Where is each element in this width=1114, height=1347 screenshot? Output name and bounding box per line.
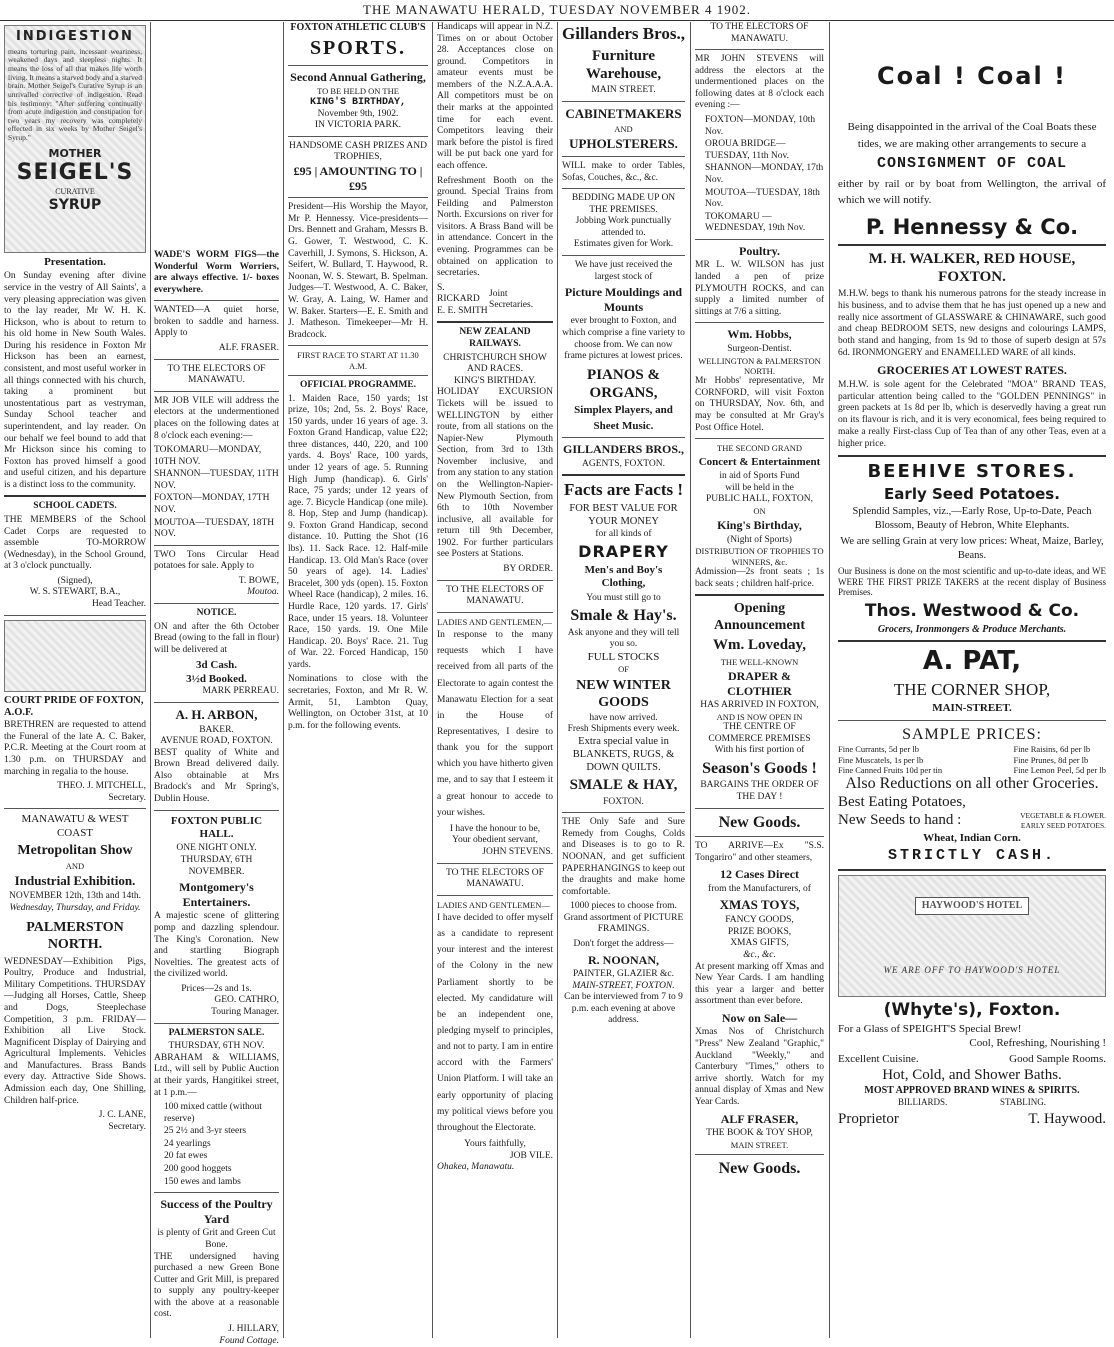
gillanders-agents-name: GILLANDERS BROS., bbox=[562, 442, 685, 457]
hall-date: THURSDAY, 6TH NOVEMBER. bbox=[180, 855, 253, 877]
court-signature-title: Secretary. bbox=[108, 792, 146, 803]
clothing: Men's and Boy's Clothing, bbox=[584, 563, 663, 590]
divider bbox=[562, 255, 685, 256]
list-item: FOXTON—MONDAY, 17TH NOV. bbox=[154, 493, 270, 515]
railways-text: HOLIDAY EXCURSION Tickets will be issued to WELLINGTON by either route, from all stations on the Napier-New Plymouth Section, from 3rd to 13th November inclusive, and from any station to any station on the Wellington-Napier-New Plymouth Section, from 6th to 10th November inclusive, all available for return till 9th December, 1902. For further particulars see Posters at Stations. bbox=[437, 387, 553, 560]
hobbs-title: Surgeon-Dentist. bbox=[727, 343, 792, 354]
prizes: HANDSOME CASH PRIZES AND TROPHIES, bbox=[288, 140, 428, 163]
divider bbox=[437, 863, 553, 864]
electors-heading: TO THE ELECTORS OF MANAWATU. bbox=[167, 363, 266, 386]
list-item: 150 ewes and lambs bbox=[164, 1176, 241, 1187]
divider bbox=[695, 438, 824, 439]
show-title: Metropolitan Show bbox=[17, 843, 133, 859]
noonan-name: R. NOONAN, bbox=[588, 952, 659, 967]
arbon-trade: BAKER. bbox=[199, 724, 234, 735]
railways-kings-birthday: KING'S BIRTHDAY. bbox=[454, 375, 536, 386]
divider bbox=[4, 808, 146, 809]
poultry-yard-subheading: is plenty of Grit and Green Cut Bone. bbox=[157, 1228, 276, 1250]
coal-text-2: either by rail or by boat from Wellington, the arrival of which we will notify. bbox=[838, 177, 1106, 207]
show-signature-title: Secretary. bbox=[108, 1121, 146, 1132]
divider bbox=[154, 1192, 279, 1193]
column-5 bbox=[558, 22, 689, 1338]
divider bbox=[695, 49, 824, 50]
bargains: BARGAINS THE ORDER OF THE DAY ! bbox=[700, 780, 819, 802]
selling-grain: We are selling Grain at very low prices: Wheat, Maize, Barley, Beans. bbox=[840, 536, 1104, 562]
divider bbox=[437, 895, 553, 896]
electors-heading: TO THE ELECTORS OF MANAWATU. bbox=[710, 22, 809, 44]
cadets-signature-name: W. S. STEWART, B.A., bbox=[29, 587, 121, 598]
opening-heading: Opening Announcement bbox=[713, 601, 805, 634]
jobbing: Jobbing Work punctually attended to. bbox=[575, 216, 672, 238]
stevens-address-text: In response to the many requests which I have received from all parts of the Electorate to again contest the Manawatu Election for a seat in the House of Representatives, I desire to thank you for the support which you have hitherto given me, and to say that I esteem it a great honour to accede to your wishes. bbox=[437, 630, 553, 818]
list-item: 200 good hoggets bbox=[164, 1164, 232, 1174]
poultry-text: MR L. W. WILSON has just landed a pen of prize PLYMOUTH ROCKS, and can supply a limited number of sittings at 7/6 a sitting. bbox=[695, 260, 824, 317]
stevens-signature: JOHN STEVENS. bbox=[482, 846, 553, 857]
seigel-advertisement bbox=[4, 25, 146, 253]
sale-list bbox=[154, 1102, 279, 1188]
arbon-address: AVENUE ROAD, FOXTON. bbox=[160, 736, 273, 747]
excellent-cuisine: Excellent Cuisine. bbox=[838, 1052, 919, 1065]
first-race: FIRST RACE TO START AT 11.30 A.M. bbox=[297, 350, 419, 371]
hall-heading: FOXTON PUBLIC HALL. bbox=[170, 814, 263, 841]
sample-rooms: Good Sample Rooms. bbox=[1009, 1052, 1106, 1065]
concert-line-3: in aid of Sports Fund bbox=[719, 470, 800, 481]
divider bbox=[154, 300, 279, 301]
strictly-cash: STRICTLY CASH. bbox=[887, 847, 1057, 865]
wanted-signature: ALF. FRASER. bbox=[218, 343, 279, 354]
divider bbox=[288, 197, 428, 198]
hall-subheading: ONE NIGHT ONLY. bbox=[176, 843, 257, 854]
divider bbox=[838, 869, 1106, 871]
hennessy-name: P. Hennessy & Co. bbox=[865, 214, 1079, 239]
mouldings-text: ever brought to Foxton, and which comprise a fine variety to choose from. We can now frame pictures at lowest prices. bbox=[562, 316, 685, 362]
new-goods-footer: New Goods. bbox=[718, 1160, 801, 1178]
divider bbox=[695, 594, 824, 596]
noonan-trade: PAINTER, GLAZIER &c. bbox=[573, 969, 674, 980]
concert-line-6: ON bbox=[753, 505, 766, 516]
greeting: LADIES AND GENTLEMEN,— bbox=[437, 616, 552, 627]
divider bbox=[154, 603, 279, 604]
wines-spirits: MOST APPROVED BRAND WINES & SPIRITS. bbox=[864, 1084, 1080, 1096]
divider bbox=[154, 359, 279, 360]
arbon-text: BEST quality of White and Brown Bread delivered daily. Also obtainable at Mrs Bradock's and Mr Spring's, Dublin House. bbox=[154, 747, 279, 805]
honour: I have the honour to be, bbox=[449, 823, 541, 834]
seigel-curative: CURATIVE bbox=[55, 186, 95, 196]
cadets-heading: SCHOOL CADETS. bbox=[33, 501, 117, 512]
show-days: Wednesday, Thursday, and Friday. bbox=[9, 902, 141, 913]
gillanders-warehouse: Furniture Warehouse, bbox=[585, 47, 662, 83]
ask-anyone: Ask anyone and they will tell you so. bbox=[567, 627, 680, 650]
all-kinds: for all kinds of bbox=[595, 528, 652, 539]
concert-line-1: THE SECOND GRAND bbox=[717, 443, 802, 454]
fraser-name: ALF FRASER, bbox=[720, 1111, 799, 1126]
column-6 bbox=[691, 22, 828, 1338]
show-exhibition: Industrial Exhibition. bbox=[14, 873, 136, 889]
divider bbox=[562, 437, 685, 438]
centre-premises: THE CENTRE OF COMMERCE PREMISES bbox=[708, 722, 811, 744]
seigel-name: SEIGEL'S bbox=[16, 160, 134, 186]
new-seeds: New Seeds to hand : bbox=[838, 812, 962, 829]
whytes-foxton: (Whyte's), Foxton. bbox=[883, 1000, 1061, 1021]
list-item: SHANNON—TUESDAY, 11TH NOV. bbox=[154, 469, 279, 491]
foxton: FOXTON. bbox=[603, 796, 644, 807]
prize-books: PRIZE BOOKS, bbox=[727, 926, 792, 937]
masthead: THE MANAWATU HERALD, TUESDAY NOVEMBER 4 1902. bbox=[0, 0, 1114, 21]
list-item: MOUTOA—TUESDAY, 18th Nov. bbox=[705, 187, 820, 210]
poultry-yard-signature-place: Found Cottage. bbox=[219, 1335, 279, 1346]
blankets: Extra special value in BLANKETS, RUGS, & DOWN QUILTS. bbox=[572, 735, 675, 773]
divider bbox=[437, 580, 553, 581]
xmas-toys: XMAS TOYS, bbox=[719, 897, 800, 913]
divider bbox=[562, 474, 685, 476]
divider bbox=[695, 808, 824, 809]
divider bbox=[154, 545, 279, 546]
divider bbox=[437, 321, 553, 323]
indigestion-title: INDIGESTION bbox=[16, 29, 134, 44]
fraser-shop: THE BOOK & TOY SHOP, bbox=[706, 1128, 813, 1139]
secretaries-title: Joint Secretaries. bbox=[489, 288, 534, 311]
full-stocks: FULL STOCKS bbox=[587, 650, 660, 663]
present-text: At present marking off Xmas and New Year Cards. I am handling this year a larger and better assortment than ever before. bbox=[695, 961, 824, 1007]
hall-title: Montgomery's Entertainers. bbox=[179, 880, 254, 909]
coal-text: Being disappointed in the arrival of the Coal Boats these tides, we are making other arrangements to secure a bbox=[847, 121, 1097, 150]
have-arrived: have now arrived. bbox=[589, 712, 658, 723]
vile-signature: JOB VILE. bbox=[509, 1150, 553, 1161]
vile-meetings-text: MR JOB VILE will address the electors at the undermentioned places on the following dates at 8 o'clock each evening:— bbox=[154, 395, 279, 441]
pianos: PIANOS & ORGANS, bbox=[587, 366, 660, 402]
list-item: TOKOMARU — WEDNESDAY, 19th Nov. bbox=[705, 211, 806, 234]
wanted-advert: WANTED—A quiet horse, broken to saddle and harness. Apply to bbox=[154, 305, 279, 339]
off-to-haywoods: WE ARE OFF TO HAYWOOD'S HOTEL bbox=[883, 964, 1061, 975]
cadets-signature-title: Head Teacher. bbox=[91, 599, 146, 610]
groceries-heading: GROCERIES AT LOWEST RATES. bbox=[877, 363, 1067, 378]
officials-list: President—His Worship the Mayor, Mr P. Hennessy. Vice-presidents—Drs. Bennett and Graham, Messrs B. G. Gower, T. Westwood, C. K. Caverhill, J. Symons, S. Hickson, A. Seifert, W. Bullard, T. Haywood, R. Noonan, W. S. Stewart, B. Spelman. Judges—T. Westwood, A. C. Baker, W. Gray, A. Laing, W. Hamer and W. Baker. Starters—E. E. Smith and J. Matheson. Timekeeper—Mr H. Bradcock. bbox=[288, 202, 428, 340]
potatoes-signature: T. BOWE, bbox=[238, 575, 279, 586]
cadets-signature: (Signed), bbox=[57, 575, 93, 586]
new-seeds-kinds: VEGETABLE & FLOWER. EARLY SEED POTATOES. bbox=[1020, 811, 1106, 830]
railways-heading: NEW ZEALAND RAILWAYS. bbox=[459, 327, 531, 350]
corner-shop: THE CORNER SHOP, bbox=[893, 679, 1051, 699]
xmas-gifts: XMAS GIFTS, bbox=[730, 938, 789, 949]
price-item: Fine Currants, 5d per lb bbox=[838, 744, 919, 755]
divider bbox=[838, 720, 1106, 721]
now-on-sale: Now on Sale— bbox=[721, 1010, 798, 1025]
show-signature: J. C. LANE, bbox=[98, 1110, 146, 1121]
poultry-yard-heading: Success of the Poultry Yard bbox=[160, 1197, 273, 1226]
arbon-name: A. H. ARBON, bbox=[175, 706, 258, 722]
hall-signature-title: Touring Manager. bbox=[211, 1007, 279, 1018]
sale-text: ABRAHAM & WILLIAMS, Ltd., will sell by Public Auction at their yards, Hangitikei street, at 1 p.m.— bbox=[154, 1052, 279, 1098]
divider bbox=[695, 836, 824, 837]
fresh-shipments: Fresh Shipments every week. bbox=[567, 724, 680, 735]
fraser-street: MAIN STREET. bbox=[730, 1139, 789, 1150]
gillanders-street: MAIN STREET. bbox=[591, 85, 656, 96]
early-potatoes: Early Seed Potatoes. bbox=[884, 484, 1060, 503]
programme-text: 1. Maiden Race, 150 yards; 1st prize, 10s; 2nd, 5s. 2. Boys' Race, 150 yards, under 16 years of age. 3. Foxton Grand Handicap, value £22; three distances, 440, 220, and 100 yards. 4. Boys' Race, 100 yards, under 12 years of age. 5. Running High Jump (handicap). 6. Girls' Race, 75 yards; under 12 years of age. 7. Bicycle Handicap (one mile). 8. Hop, Step and Jump (handicap). 9. Foxton Grand Handicap, second distance. 10. Putting the Shot (16 lbs). 11. Sack Race. 12. Half-mile Handicap. 13. Old Man's Race (over 50 years of age). 14. Ladies' Bracelet, 300 yds (open). 15. Foxton Wheel Race (handicap), 2 miles. 16. Hurdle Race, 120 yards. 17. Girls' Race, under 15 years. 18. Volunteer Race, 150 yards. 19. One Mile Handicap. 20. Boys' Race. 21. Tug of War. 22. Forced Handicap, 150 yards. bbox=[288, 393, 428, 670]
remedy-text: THE Only Safe and Sure Remedy from Coughs, Colds and Diseases is to go to R. NOONAN, and get sufficient PAPERHANGINGS to keep out the draughts and make home comfortable. bbox=[562, 817, 685, 897]
cadets-text: THE MEMBERS of the School Cadet Corps are requested to assemble TO-MORROW (Wednesday), in the School Ground, at 3 o'clock punctually. bbox=[4, 514, 146, 572]
potatoes-advert: TWO Tons Circular Head potatoes for sale. Apply to bbox=[154, 549, 279, 572]
smale-hay-foxton: SMALE & HAY, bbox=[569, 777, 678, 794]
column-4 bbox=[433, 22, 557, 1338]
business-text: Our Business is done on the most scientific and up-to-date ideas, and WE WERE THE FIRST PRIZE TAKERS at the recent display of Business Premises. bbox=[838, 565, 1106, 598]
divider bbox=[562, 812, 685, 813]
club-heading: FOXTON ATHLETIC CLUB'S bbox=[290, 22, 426, 33]
handicaps-text: Handicaps will appear in N.Z. Times on or about October 28. Acceptances close on ground. Competitors in amateur events must be members of the N.Z.A.A.A. All competitors must be on their marks at the appointed time for each event. Competitors leaving their mark before the pistol is fired will be put back one yard for each offence. bbox=[437, 22, 553, 171]
held-on: TO BE HELD ON THE bbox=[317, 86, 399, 97]
concert-line-8: (Night of Sports) bbox=[727, 534, 792, 545]
divider bbox=[695, 322, 824, 323]
divider bbox=[838, 455, 1106, 457]
prize-amount: £95 | AMOUNTING TO | £95 bbox=[293, 164, 423, 193]
electors-heading: TO THE ELECTORS OF MANAWATU. bbox=[446, 584, 544, 607]
pat-name: A. PAT, bbox=[922, 646, 1022, 677]
etc: &c., &c. bbox=[743, 949, 776, 960]
cool-refreshing: Cool, Refreshing, Nourishing ! bbox=[969, 1036, 1106, 1049]
column-3 bbox=[284, 22, 432, 1338]
moa-text: M.H.W. is sole agent for the Celebrated "MOA" BRAND TEAS, particular attention being called to the "GOLDEN PENNINGS" in green packets at 1s 8d per lb, which is deservedly having a great run on its flavour is rich, and it is very economical, fees being required to make a really First-class Cup of Tea than of any other Teas, even at a higher price. bbox=[838, 379, 1106, 450]
foresters-emblem bbox=[4, 620, 146, 692]
column-2 bbox=[150, 22, 283, 1346]
best-value: FOR BEST VALUE FOR YOUR MONEY bbox=[569, 503, 678, 527]
upholsterers: UPHOLSTERERS. bbox=[569, 136, 678, 152]
divider bbox=[154, 391, 279, 392]
pat-street: MAIN-STREET. bbox=[932, 702, 1012, 715]
list-item: 20 fat ewes bbox=[164, 1151, 208, 1162]
list-item: FOXTON—MONDAY, 10th Nov. bbox=[705, 115, 816, 137]
divider bbox=[154, 810, 279, 811]
divider bbox=[838, 244, 1106, 246]
show-place: PALMERSTON NORTH. bbox=[26, 919, 124, 952]
concert-line-2: Concert & Entertainment bbox=[698, 455, 821, 468]
stabling: STABLING. bbox=[999, 1096, 1046, 1107]
now-open: AND IS NOW OPEN IN bbox=[716, 711, 803, 722]
divider bbox=[562, 188, 685, 189]
concert-line-7: King's Birthday, bbox=[717, 518, 802, 533]
coal-heading: Coal ! Coal ! bbox=[876, 62, 1067, 90]
walker-text: M.H.W. begs to thank his numerous patrons for the steady increase in his business, and to advise them that he has just opened up a new and really nice assortment of GLASSWARE & CHINAWARE, such good and cheap BEDROOM SETS, new designs and colourings LAMPS, both stand and hanging, from 1s 9d to those of superb design at 57s 6d. IRONMONGERY and ENAMELLED WARE of all kinds. bbox=[838, 288, 1106, 359]
programme-heading: OFFICIAL PROGRAMME. bbox=[299, 379, 417, 390]
hobbs-address: WELLINGTON & PALMERSTON NORTH. bbox=[698, 355, 821, 376]
presentation-heading: Presentation. bbox=[44, 256, 106, 268]
poultry-heading: Poultry. bbox=[739, 243, 780, 258]
hotel-sign: HAYWOOD'S HOTEL bbox=[915, 897, 1030, 915]
event-date: November 9th, 1902. bbox=[317, 108, 399, 119]
potatoes-signature-place: Moutoa. bbox=[247, 587, 279, 598]
secretary-name: E. E. SMITH bbox=[437, 305, 488, 316]
court-text: BRETHREN are requested to attend the Funeral of the late A. C. Baker, P.C.R. Meeting at the Court room at 1.30 p.m. on THURSDAY and marching in regalia to the house. bbox=[4, 720, 146, 777]
show-dates: NOVEMBER 12th, 13th and 14th. bbox=[9, 891, 141, 902]
gillanders-agents: AGENTS, FOXTON. bbox=[582, 458, 665, 469]
poultry-yard-signature: J. HILLARY, bbox=[228, 1324, 279, 1335]
hall-text: A majestic scene of glittering pomp and dazzling splendour. The King's Coronation. New and startling Biograph Novelties. The greatest acts of the civilized world. bbox=[154, 911, 279, 980]
loveday-name: Wm. Loveday, bbox=[713, 637, 806, 654]
facts-heading: Facts are Facts ! bbox=[563, 480, 684, 500]
winter-goods: NEW WINTER GOODS bbox=[576, 677, 671, 710]
sample-prices: SAMPLE PRICES: bbox=[902, 725, 1042, 743]
price-item: Fine Canned Fruits 10d per tin bbox=[838, 765, 943, 776]
presentation-text: On Sunday evening after divine service in the vestry of All Saints', a very pleasing appreciation was given to the lay reader, Mr W. H. K. Hickson, who is about to return to his old home in New South Wales. During his residence in Foxton Mr Hickson has been an earnest, consistent, and most useful worker in all things connected with his church, taking a prominent but unostentatious part as vestryman, Sunday School teacher and superintendent, and lay reader. On our behalf we feel bound to add that Mr Hickson since his coming to Foxton has proved himself a good and useful citizen, and his departure is a distinct loss to the community. bbox=[4, 271, 146, 490]
received: We have just received the largest stock of bbox=[574, 260, 673, 282]
proprietor-label: Proprietor bbox=[838, 1110, 899, 1127]
electors-heading-2: TO THE ELECTORS OF MANAWATU. bbox=[446, 867, 544, 890]
wheat-corn: Wheat, Indian Corn. bbox=[923, 831, 1021, 844]
divider bbox=[695, 1154, 824, 1155]
show-heading: MANAWATU & WEST COAST bbox=[21, 813, 129, 839]
sheet-music: Sheet Music. bbox=[593, 419, 654, 432]
price-item: Fine Prunes, 8d per lb bbox=[1013, 754, 1089, 765]
hobbs-text: Mr Hobbs' representative, Mr CORNFORD, will visit Foxton on THURSDAY, Nov. 6th, and may be consulted at Mr Gray's Post Office Hotel. bbox=[695, 376, 824, 433]
smale-hay: Smale & Hay's. bbox=[570, 607, 677, 625]
westwood-name: Thos. Westwood & Co. bbox=[864, 601, 1080, 622]
first-portion: With his first portion of bbox=[714, 745, 805, 756]
divider bbox=[4, 615, 146, 616]
sale-date: THURSDAY, 6TH NOV. bbox=[168, 1041, 265, 1052]
greeting-2: LADIES AND GENTLEMEN— bbox=[437, 899, 550, 910]
show-and: AND bbox=[65, 861, 85, 872]
speights-glass: For a Glass of SPEIGHT'S Special Brew! bbox=[838, 1023, 1022, 1036]
price-item: Fine Muscatels, 1s per lb bbox=[838, 754, 924, 765]
concert-line-9: DISTRIBUTION OF TROPHIES TO WINNERS, &c. bbox=[695, 546, 824, 567]
notice-price-booked: 3½d Booked. bbox=[186, 672, 247, 685]
list-item: 100 mixed cattle (without reserve) bbox=[164, 1102, 262, 1124]
concert-line-4: will be held in the bbox=[725, 482, 794, 493]
list-item: 25 2½ and 3-yr steers bbox=[164, 1126, 247, 1137]
interview-text: Can be interviewed from 7 to 9 p.m. each evening at above address. bbox=[564, 992, 683, 1026]
to-arrive: TO ARRIVE—Ex "S.S. Tongariro" and other steamers, bbox=[695, 841, 824, 863]
railways-subheading: CHRISTCHURCH SHOW AND RACES. bbox=[443, 352, 547, 375]
divider bbox=[838, 640, 1106, 642]
noonan-address: MAIN-STREET, FOXTON. bbox=[572, 980, 675, 991]
seasons-goods: Season's Goods ! bbox=[702, 759, 817, 777]
mouldings: Picture Mouldings and Mounts bbox=[564, 285, 683, 314]
notice-price-cash: 3d Cash. bbox=[196, 659, 237, 672]
splendid-samples: Splendid Samples, viz.,—Early Rose, Up-to-Date, Peach Blossom, Beauty of Hebron, White Elephants. bbox=[852, 506, 1092, 531]
refreshments-text: Refreshment Booth on the ground. Special Trains from Feilding and Palmerston North. Excursions on river for visitors. A Brass Band will be in attendance. Concert in the evening. Programmes can be obtained on application to secretaries. bbox=[437, 175, 553, 279]
draper: DRAPER & CLOTHIER bbox=[727, 668, 792, 698]
secretaries bbox=[437, 283, 553, 318]
simplex: Simplex Players, and bbox=[574, 404, 673, 417]
pieces-text: 1000 pieces to choose from. Grand assortment of PICTURE FRAMINGS. bbox=[563, 901, 684, 935]
list-item: 24 yearlings bbox=[164, 1138, 211, 1149]
list-item: SHANNON—MONDAY, 17th Nov. bbox=[705, 163, 824, 185]
walker-heading: M. H. WALKER, RED HOUSE, FOXTON. bbox=[868, 251, 1076, 286]
will-make: WILL make to order Tables, Sofas, Couches, &c., &c. bbox=[562, 160, 685, 183]
drapery: DRAPERY bbox=[578, 542, 669, 562]
servant: Your obedient servant, bbox=[452, 835, 538, 846]
estimates: Estimates given for Work. bbox=[573, 239, 674, 250]
cabinetmakers: CABINETMAKERS bbox=[565, 105, 682, 121]
gathering: Second Annual Gathering, bbox=[290, 69, 426, 84]
kings-birthday: KING'S BIRTHDAY, bbox=[309, 96, 406, 108]
court-heading: COURT PRIDE OF FOXTON, A.O.F. bbox=[4, 694, 144, 719]
railways-signature: BY ORDER. bbox=[503, 564, 553, 575]
indigestion-text: means torturing pain, incessant weariness, weakened days and sleepless nights. It means the loss of all that makes life worth living. It means a starved body and a starved brain. Mother Seigel's Curative Syrup is an unrivalled corrective of indigestion. Read his testimony: "After suffering continually from acute indigestion and constipation for two years my recovery was completely effected in six weeks by Mother Seigel's Syrup." bbox=[8, 46, 142, 143]
beehive-heading: BEEHIVE STORES. bbox=[867, 460, 1077, 482]
sale-heading: PALMERSTON SALE. bbox=[168, 1027, 265, 1038]
dont-forget: Don't forget the address— bbox=[573, 938, 674, 949]
proprietor-name: T. Haywood. bbox=[1028, 1110, 1106, 1127]
new-goods-heading: New Goods. bbox=[718, 813, 801, 831]
hall-prices: Prices—2s and 1s. bbox=[181, 983, 252, 994]
hobbs-name: Wm. Hobbs, bbox=[727, 327, 792, 342]
haywoods-hotel-illustration bbox=[838, 875, 1106, 997]
fancy-goods: FANCY GOODS, bbox=[725, 915, 794, 926]
billiards: BILLIARDS. bbox=[898, 1096, 948, 1107]
court-signature: THEO. J. MITCHELL, bbox=[57, 781, 146, 792]
from-manufacturers: from the Manufacturers, of bbox=[708, 883, 811, 894]
concert-line-10: Admission—2s front seats ; 1s back seats ; children half-price. bbox=[695, 566, 824, 589]
list-item: MOUTOA—TUESDAY, 18TH NOV. bbox=[154, 517, 275, 540]
bedding: BEDDING MADE UP ON THE PREMISES. bbox=[571, 193, 676, 215]
poultry-yard-text: THE undersigned having purchased a new Green Bone Cutter and Grit Mill, is prepared to supply any poultry-keeper with the above at a reasonable cost. bbox=[154, 1251, 279, 1320]
well-known: THE WELL-KNOWN bbox=[720, 656, 799, 667]
divider bbox=[288, 375, 428, 376]
vile-address-text: I have decided to offer myself as a candidate to represent your interest and the interest of the Colony in the new Parliament shortly to be elected. My candidature will be an independent one, pledging myself to principles, and not to party. I am in entire accord with the Farmers' Union Platform. I will take an early opportunity of placing my political views before you throughout the Electorate. bbox=[437, 913, 553, 1133]
seigel-mother: MOTHER bbox=[48, 146, 102, 160]
reductions: Also Reductions on all other Groceries. bbox=[845, 775, 1099, 793]
list-item: TOKOMARU—MONDAY, 10TH NOV. bbox=[154, 445, 262, 467]
divider bbox=[4, 495, 146, 497]
divider bbox=[288, 65, 428, 66]
list-item: OROUA BRIDGE—TUESDAY, 11th Nov. bbox=[705, 139, 790, 161]
baths: Hot, Cold, and Shower Baths. bbox=[882, 1067, 1062, 1084]
divider bbox=[154, 702, 279, 703]
vile-place: Ohakea, Manawatu. bbox=[437, 1162, 515, 1173]
stevens-meetings-list bbox=[695, 115, 824, 235]
notice-text: ON and after the 6th October Bread (owing to the fall in flour) will be delivered at bbox=[154, 621, 279, 655]
sale-text: Xmas Nos of Christchurch "Press" New Zealand "Graphic," Auckland "Weekly," and Canterbury "Times," others to arrive shortly. Watch for my annual display of Xmas and New Year Cards. bbox=[695, 1027, 824, 1107]
nominations-text: Nominations to close with the secretaries, Foxton, and Mr R. W. Armit, 51, Lambton Quay, Wellington, on October 31st, at 10 p.m. for the following events. bbox=[288, 674, 428, 731]
divider bbox=[695, 239, 824, 240]
still-go: You must still go to bbox=[586, 592, 661, 603]
divider bbox=[562, 156, 685, 157]
show-text: WEDNESDAY—Exhibition Pigs, Poultry, Produce and Industrial, Military Competitions. THURSDAY—Judging all Horses, Cattle, Sheep and Dogs, Steeplechase Competition, 3 p.m. FRIDAY—Exhibition all Live Stock. Magnificent Display of Dairying and Agricultural Implements. Vehicles and Manufactures. Brass Bands every day. Attractive Side Shows. Admission each day, One Shilling, Children half-price. bbox=[4, 956, 146, 1106]
wade-advert: WADE'S WORM FIGS—the Wonderful Worm Worriers, are always effective. 1/- boxes everywhere. bbox=[154, 250, 279, 295]
divider bbox=[562, 101, 685, 102]
coal-consignment: CONSIGNMENT OF COAL bbox=[876, 155, 1068, 173]
notice-heading: NOTICE. bbox=[196, 608, 237, 619]
price-item: Fine Raisins, 6d per lb bbox=[1013, 744, 1091, 755]
stevens-meetings-text: MR JOHN STEVENS will address the electors at the undermentioned places on the following dates at 8 o'clock each evening :— bbox=[695, 54, 824, 111]
column-7 bbox=[830, 22, 1114, 1338]
secretary-name: S. RICKARD bbox=[437, 282, 480, 305]
divider bbox=[154, 1023, 279, 1024]
westwood-trade: Grocers, Ironmongers & Produce Merchants. bbox=[877, 623, 1067, 635]
yours-faithfully: Yours faithfully, bbox=[464, 1139, 526, 1150]
venue: IN VICTORIA PARK. bbox=[314, 120, 402, 131]
vile-meetings-list bbox=[154, 445, 279, 541]
notice-signature: MARK PERREAU. bbox=[202, 686, 279, 697]
eating-potatoes: Best Eating Potatoes, bbox=[838, 794, 966, 811]
divider bbox=[288, 136, 428, 137]
price-table bbox=[838, 744, 1106, 775]
concert-line-5: PUBLIC HALL, FOXTON, bbox=[706, 494, 813, 505]
column-1 bbox=[0, 22, 150, 1338]
divider bbox=[437, 612, 553, 613]
has-arrived: HAS ARRIVED IN FOXTON, bbox=[700, 700, 819, 711]
price-item: Fine Lemon Peel, 5d per lb bbox=[1013, 765, 1106, 776]
and: AND bbox=[614, 123, 633, 134]
sports-title: SPORTS. bbox=[309, 37, 407, 60]
of: OF bbox=[618, 664, 629, 675]
hall-signature: GEO. CATHRO, bbox=[214, 995, 279, 1006]
cases-direct: 12 Cases Direct bbox=[719, 867, 800, 882]
divider bbox=[288, 345, 428, 346]
seigel-syrup: SYRUP bbox=[48, 196, 102, 213]
gillanders-name: Gillanders Bros., bbox=[562, 24, 685, 43]
